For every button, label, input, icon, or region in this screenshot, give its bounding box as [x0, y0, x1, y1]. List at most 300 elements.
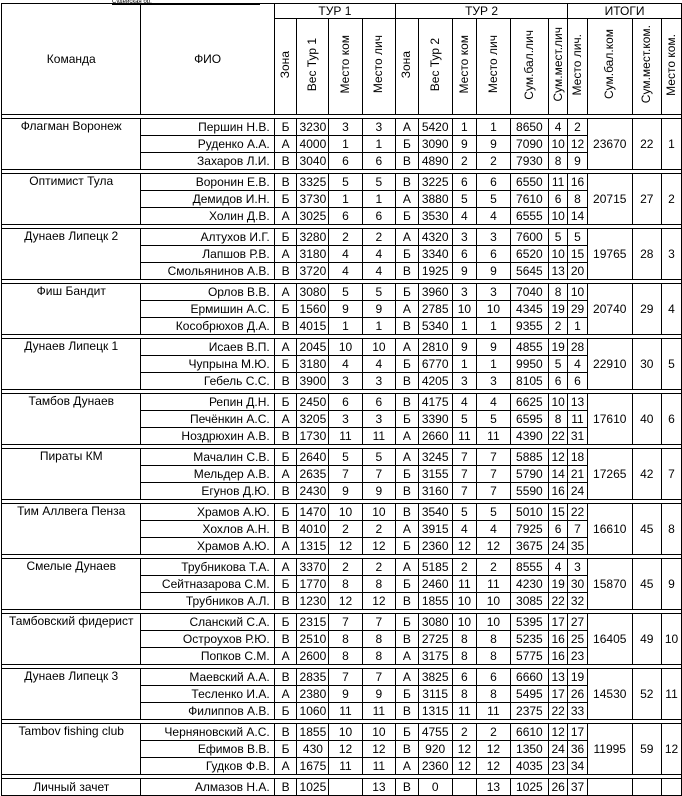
cell-sum-place: 2 [549, 318, 568, 335]
cell-sum-place: 5 [549, 229, 568, 246]
cell-place-final: 10 [568, 284, 588, 301]
cell-place-pers2: 5 [477, 411, 510, 428]
cell-zone2: Б [396, 246, 419, 263]
cell-weight1: 3325 [297, 174, 329, 191]
cell-place-team1: 8 [329, 631, 362, 648]
cell-sum-score: 8555 [510, 559, 549, 576]
team-place: 4 [662, 284, 682, 335]
cell-sum-score: 8105 [510, 373, 549, 390]
cell-weight1: 2315 [297, 614, 329, 631]
header-sum-pers-place: Сум.мест.лич [549, 19, 568, 115]
cell-place-final: 27 [568, 614, 588, 631]
cell-weight2: 3390 [418, 411, 452, 428]
cell-sum-score: 7610 [510, 191, 549, 208]
cell-zone2: В [396, 483, 419, 500]
cell-place-final: 35 [568, 538, 588, 555]
cell-place-team1: 2 [329, 521, 362, 538]
cell-place-team2: 9 [452, 339, 477, 356]
header-place-team-2: Место ком [452, 19, 477, 115]
team-total: 20740 [587, 284, 632, 335]
cell-sum-score: 4390 [510, 428, 549, 445]
cell-zone2: Б [396, 538, 419, 555]
team-sum-places: 45 [632, 504, 662, 555]
header-tour1: ТУР 1 [274, 4, 395, 19]
cell-sum-place: 26 [549, 779, 568, 796]
cell-weight2: 4205 [418, 373, 452, 390]
cell-place-team2: 2 [452, 559, 477, 576]
cell-sum-score: 7600 [510, 229, 549, 246]
cell-place-pers2: 12 [477, 741, 510, 758]
cell-zone1: А [274, 466, 297, 483]
cell-weight1: 2380 [297, 686, 329, 703]
cell-weight1: 4010 [297, 521, 329, 538]
cell-place-pers1: 4 [362, 246, 395, 263]
cell-zone1: В [274, 593, 297, 610]
header-zone-2: Зона [396, 19, 419, 115]
cell-place-team1: 9 [329, 483, 362, 500]
cell-place-team1: 12 [329, 741, 362, 758]
cell-zone1: А [274, 686, 297, 703]
cell-place-team1: 3 [329, 411, 362, 428]
cell-sum-score: 5395 [510, 614, 549, 631]
cell-place-pers2: 11 [477, 576, 510, 593]
cell-place-pers2: 7 [477, 483, 510, 500]
cell-place-final: 18 [568, 449, 588, 466]
cell-place-pers1: 8 [362, 648, 395, 665]
cell-place-final: 33 [568, 703, 588, 720]
cell-place-pers2: 5 [477, 504, 510, 521]
cell-fio: Гебель С.С. [141, 373, 274, 390]
cell-sum-place: 24 [549, 741, 568, 758]
cell-sum-place: 10 [549, 394, 568, 411]
team-sum-places: 22 [632, 119, 662, 170]
cell-weight1: 3900 [297, 373, 329, 390]
cell-place-pers2: 10 [477, 301, 510, 318]
cell-place-final: 3 [568, 559, 588, 576]
cell-place-pers2: 6 [477, 246, 510, 263]
cell-sum-place: 6 [549, 373, 568, 390]
results-table [1, 3, 682, 796]
cell-place-pers2: 4 [477, 521, 510, 538]
team-total: 19765 [587, 229, 632, 280]
cell-zone2: В [396, 153, 419, 170]
cell-sum-score: 7090 [510, 136, 549, 153]
cell-place-pers2: 8 [477, 648, 510, 665]
cell-place-team1: 1 [329, 191, 362, 208]
cell-place-team2: 10 [452, 593, 477, 610]
cell-place-pers2: 4 [477, 394, 510, 411]
team-place: 10 [662, 614, 682, 665]
personal-label: Личный зачет [2, 779, 141, 796]
cell-place-team2: 12 [452, 538, 477, 555]
cell-fio: Руденко А.А. [141, 136, 274, 153]
cell-weight1: 3180 [297, 246, 329, 263]
cell-place-team2: 6 [452, 174, 477, 191]
cell-place-final: 26 [568, 686, 588, 703]
cell-place-team2: 7 [452, 466, 477, 483]
cell-place-final: 4 [568, 356, 588, 373]
cell-place-team1: 11 [329, 428, 362, 445]
team-place: 6 [662, 394, 682, 445]
cell-weight2: 3245 [418, 449, 452, 466]
cell-place-team1: 5 [329, 174, 362, 191]
cell-fio: Репин Д.Н. [141, 394, 274, 411]
cell-zone1: А [274, 208, 297, 225]
cell-sum-place: 15 [549, 504, 568, 521]
cell-place-team2: 2 [452, 153, 477, 170]
cell-place-pers1: 4 [362, 263, 395, 280]
cell-sum-place: 8 [549, 284, 568, 301]
cell-place-pers2: 11 [477, 703, 510, 720]
cell-zone2: В [396, 263, 419, 280]
cell-weight2: 2360 [418, 538, 452, 555]
cell-zone1: Б [274, 394, 297, 411]
cell-weight1: 3720 [297, 263, 329, 280]
header-weight-1: Вес Тур 1 [297, 19, 329, 115]
cell-weight1: 1230 [297, 593, 329, 610]
cell-weight2: 3915 [418, 521, 452, 538]
cell-place-team2: 6 [452, 669, 477, 686]
cell-place-team1: 3 [329, 373, 362, 390]
cell-place-team2: 8 [452, 686, 477, 703]
cell-place-pers2: 9 [477, 339, 510, 356]
cell-sum-place: 6 [549, 191, 568, 208]
cell-fio: Демидов И.Н. [141, 191, 274, 208]
team-total: 20715 [587, 174, 632, 225]
cell-fio: Сейтназарова С.М. [141, 576, 274, 593]
cell-sum-score: 5010 [510, 504, 549, 521]
team-place: 2 [662, 174, 682, 225]
cell-zone1: В [274, 174, 297, 191]
cell-place-pers2: 9 [477, 136, 510, 153]
cell-sum-place: 13 [549, 263, 568, 280]
personal-empty-place [662, 779, 682, 796]
cell-sum-score: 3675 [510, 538, 549, 555]
cell-place-pers1: 11 [362, 703, 395, 720]
cell-weight1: 3080 [297, 284, 329, 301]
cell-fio: Исаев В.П. [141, 339, 274, 356]
cell-place-pers1: 3 [362, 411, 395, 428]
cell-zone1: В [274, 779, 297, 796]
cell-weight2: 2810 [418, 339, 452, 356]
cell-weight2: 4175 [418, 394, 452, 411]
cell-place-pers1: 5 [362, 174, 395, 191]
cell-zone1: В [274, 724, 297, 741]
cell-zone2: В [396, 779, 419, 796]
cell-place-pers1: 9 [362, 301, 395, 318]
cell-place-pers1: 6 [362, 153, 395, 170]
cell-place-team1: 5 [329, 284, 362, 301]
cell-place-team2: 5 [452, 191, 477, 208]
cell-place-team2: 5 [452, 504, 477, 521]
cell-fio: Сланский С.А. [141, 614, 274, 631]
cell-place-pers1: 7 [362, 669, 395, 686]
cell-place-final: 19 [568, 669, 588, 686]
cell-weight2: 5185 [418, 559, 452, 576]
header-zone-1: Зона [274, 19, 297, 115]
cell-fio: Холин Д.В. [141, 208, 274, 225]
cell-weight2: 3880 [418, 191, 452, 208]
cell-sum-score: 5885 [510, 449, 549, 466]
cell-zone1: А [274, 648, 297, 665]
cell-sum-score: 4035 [510, 758, 549, 775]
cell-place-team2: 1 [452, 318, 477, 335]
table-row [2, 119, 682, 136]
cell-fio: Орлов В.В. [141, 284, 274, 301]
cell-weight2: 3960 [418, 284, 452, 301]
cell-sum-score: 4855 [510, 339, 549, 356]
team-place: 1 [662, 119, 682, 170]
team-sum-places: 40 [632, 394, 662, 445]
cell-sum-place: 16 [549, 483, 568, 500]
cell-sum-place: 19 [549, 339, 568, 356]
cell-weight1: 3730 [297, 191, 329, 208]
cell-weight2: 2360 [418, 758, 452, 775]
cell-fio: Лапшов Р.В. [141, 246, 274, 263]
cell-place-pers2: 11 [477, 428, 510, 445]
cell-place-pers2: 10 [477, 593, 510, 610]
cell-place-final: 11 [568, 411, 588, 428]
cell-sum-score: 1350 [510, 741, 549, 758]
cell-fio: Трубникова Т.А. [141, 559, 274, 576]
cell-place-final: 7 [568, 521, 588, 538]
personal-row [2, 779, 682, 796]
cell-zone1: А [274, 246, 297, 263]
cell-zone2: Б [396, 466, 419, 483]
cell-zone1: Б [274, 301, 297, 318]
cell-sum-place: 17 [549, 614, 568, 631]
team-place: 5 [662, 339, 682, 390]
cell-sum-place: 10 [549, 136, 568, 153]
cell-sum-place: 11 [549, 174, 568, 191]
cell-place-team2: 8 [452, 648, 477, 665]
team-name: Дунаев Липецк 2 [2, 229, 141, 280]
cell-zone2: В [396, 504, 419, 521]
cell-place-team1 [329, 779, 362, 796]
cell-sum-score: 6660 [510, 669, 549, 686]
cell-zone2: В [396, 741, 419, 758]
cell-place-team2 [452, 779, 477, 796]
cell-weight1: 3025 [297, 208, 329, 225]
cell-place-pers1: 11 [362, 758, 395, 775]
cell-place-team1: 7 [329, 466, 362, 483]
cell-zone2: А [396, 758, 419, 775]
cell-sum-score: 3085 [510, 593, 549, 610]
cell-place-team1: 7 [329, 669, 362, 686]
cell-weight2: 3160 [418, 483, 452, 500]
cell-fio: Тесленко И.А. [141, 686, 274, 703]
cell-zone2: Б [396, 284, 419, 301]
cell-zone2: Б [396, 208, 419, 225]
team-place: 12 [662, 724, 682, 775]
cell-sum-place: 12 [549, 449, 568, 466]
cell-place-team2: 11 [452, 703, 477, 720]
cell-place-pers2: 3 [477, 284, 510, 301]
cell-place-team1: 10 [329, 724, 362, 741]
cell-place-pers2: 7 [477, 449, 510, 466]
cell-place-team2: 1 [452, 119, 477, 136]
cell-place-final: 30 [568, 576, 588, 593]
cell-weight2: 3080 [418, 614, 452, 631]
cell-place-team1: 1 [329, 318, 362, 335]
cell-zone1: А [274, 758, 297, 775]
cell-weight2: 4755 [418, 724, 452, 741]
cell-place-final: 28 [568, 339, 588, 356]
team-total: 22910 [587, 339, 632, 390]
cell-weight1: 3280 [297, 229, 329, 246]
cell-weight2: 3115 [418, 686, 452, 703]
cell-weight1: 4015 [297, 318, 329, 335]
table-row [2, 284, 682, 301]
cell-sum-place: 22 [549, 593, 568, 610]
cell-fio: Кособрюхов Д.А. [141, 318, 274, 335]
cell-zone2: В [396, 318, 419, 335]
table-row [2, 449, 682, 466]
cell-place-team1: 4 [329, 263, 362, 280]
cell-place-team2: 12 [452, 758, 477, 775]
cell-place-final: 13 [568, 394, 588, 411]
cell-zone1: Б [274, 229, 297, 246]
cell-place-pers2: 13 [477, 779, 510, 796]
cell-weight1: 2635 [297, 466, 329, 483]
cell-fio: Смольянинов А.В. [141, 263, 274, 280]
cell-weight2: 2660 [418, 428, 452, 445]
cell-place-team1: 11 [329, 758, 362, 775]
cell-zone2: А [396, 191, 419, 208]
cell-place-team2: 11 [452, 576, 477, 593]
cell-place-team1: 2 [329, 559, 362, 576]
team-sum-places: 59 [632, 724, 662, 775]
cell-fio: Храмов А.Ю. [141, 504, 274, 521]
cell-place-pers2: 1 [477, 119, 510, 136]
cell-place-pers2: 6 [477, 669, 510, 686]
cell-weight2: 2785 [418, 301, 452, 318]
table-row [2, 394, 682, 411]
cell-place-team2: 1 [452, 356, 477, 373]
cell-weight2: 5420 [418, 119, 452, 136]
cell-place-team2: 4 [452, 521, 477, 538]
cell-place-team1: 12 [329, 538, 362, 555]
cell-zone1: В [274, 631, 297, 648]
header-totals: ИТОГИ [568, 4, 682, 19]
cell-fio: Гудков Ф.В. [141, 758, 274, 775]
cell-sum-place: 8 [549, 411, 568, 428]
cell-place-pers2: 7 [477, 466, 510, 483]
team-name: Тим Аллвега Пенза [2, 504, 141, 555]
cell-sum-place: 19 [549, 576, 568, 593]
cell-sum-place: 22 [549, 428, 568, 445]
cell-zone2: А [396, 229, 419, 246]
team-name: Флагман Воронеж [2, 119, 141, 170]
cell-place-pers2: 12 [477, 758, 510, 775]
cell-place-final: 2 [568, 119, 588, 136]
cell-weight1: 2045 [297, 339, 329, 356]
cell-place-final: 29 [568, 301, 588, 318]
cell-weight2: 3155 [418, 466, 452, 483]
cell-place-pers1: 4 [362, 356, 395, 373]
cell-fio: Егунов Д.Ю. [141, 483, 274, 500]
cell-zone2: В [396, 631, 419, 648]
header-team-place: Место ком. [662, 19, 682, 115]
team-sum-places: 45 [632, 559, 662, 610]
cell-place-pers1: 1 [362, 318, 395, 335]
cell-fio: Ефимов В.В. [141, 741, 274, 758]
cell-fio: Храмов А.Ю. [141, 538, 274, 555]
cell-place-pers2: 8 [477, 686, 510, 703]
cell-place-team2: 4 [452, 394, 477, 411]
cell-zone2: В [396, 593, 419, 610]
cell-sum-score: 4230 [510, 576, 549, 593]
cell-place-final: 16 [568, 174, 588, 191]
cell-place-team2: 9 [452, 136, 477, 153]
cell-place-pers1: 10 [362, 339, 395, 356]
cell-fio: Першин Н.В. [141, 119, 274, 136]
cell-zone1: Б [274, 191, 297, 208]
cell-fio: Захаров Л.И. [141, 153, 274, 170]
cell-place-team1: 9 [329, 686, 362, 703]
cell-sum-place: 13 [549, 669, 568, 686]
cell-place-pers1: 3 [362, 373, 395, 390]
cell-weight1: 3230 [297, 119, 329, 136]
cell-place-pers2: 3 [477, 373, 510, 390]
cell-place-pers1: 10 [362, 724, 395, 741]
cell-fio: Мачалин С.В. [141, 449, 274, 466]
team-sum-places: 28 [632, 229, 662, 280]
cell-zone1: А [274, 339, 297, 356]
cell-place-final: 32 [568, 593, 588, 610]
team-total: 15870 [587, 559, 632, 610]
cell-zone1: А [274, 284, 297, 301]
cell-place-team2: 3 [452, 284, 477, 301]
cell-sum-score: 6550 [510, 174, 549, 191]
cell-place-team2: 6 [452, 246, 477, 263]
cell-sum-score: 9950 [510, 356, 549, 373]
cell-place-pers1: 1 [362, 191, 395, 208]
cell-place-team1: 2 [329, 229, 362, 246]
cell-place-pers1: 9 [362, 686, 395, 703]
cell-place-pers1: 7 [362, 466, 395, 483]
team-sum-places: 29 [632, 284, 662, 335]
cell-weight2: 1315 [418, 703, 452, 720]
cell-weight1: 1730 [297, 428, 329, 445]
cell-sum-place: 16 [549, 648, 568, 665]
cell-weight1: 2600 [297, 648, 329, 665]
cell-weight1: 4000 [297, 136, 329, 153]
table-row [2, 559, 682, 576]
cell-weight1: 2510 [297, 631, 329, 648]
cell-zone2: Б [396, 686, 419, 703]
cell-zone1: А [274, 559, 297, 576]
team-total: 17265 [587, 449, 632, 500]
team-place: 7 [662, 449, 682, 500]
cell-place-pers1: 8 [362, 576, 395, 593]
header-sum-team-place: Сум.мест.ком. [632, 19, 662, 115]
cell-fio: Ноздрюхин А.В. [141, 428, 274, 445]
personal-empty-sum-places [632, 779, 662, 796]
cell-sum-place: 10 [549, 208, 568, 225]
cell-sum-score: 6625 [510, 394, 549, 411]
cell-sum-score: 6595 [510, 411, 549, 428]
corner-header-fragment: Судейская бр. [112, 0, 260, 5]
cell-zone1: А [274, 538, 297, 555]
cell-sum-score: 5645 [510, 263, 549, 280]
cell-zone1: А [274, 136, 297, 153]
cell-place-team2: 11 [452, 428, 477, 445]
cell-place-team2: 9 [452, 263, 477, 280]
cell-place-team1: 6 [329, 153, 362, 170]
cell-fio: Воронин Е.В. [141, 174, 274, 191]
cell-zone2: В [396, 703, 419, 720]
